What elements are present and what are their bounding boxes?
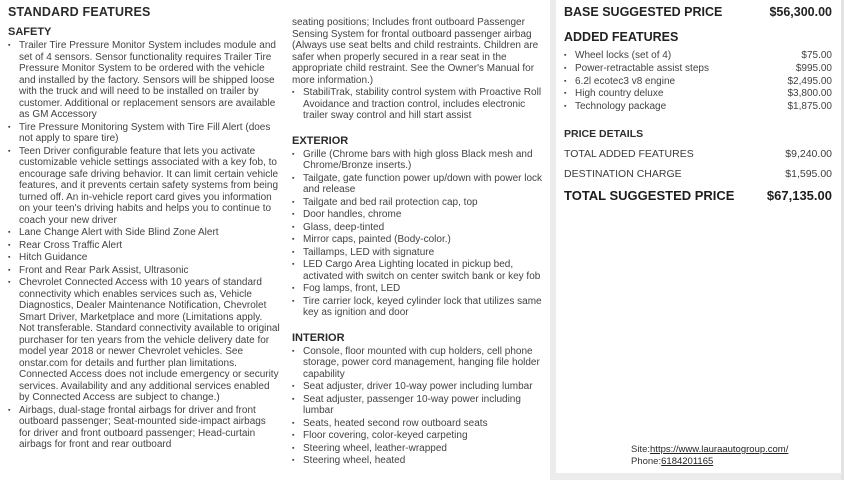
safety-list <box>8 40 280 451</box>
feature-item: ▪ Tailgate and bed rail protection cap, top <box>292 197 550 209</box>
feature-item: ▪ Console, floor mounted with cup holders, cell phone storage, power cord management, hanging file holder capability <box>292 346 550 381</box>
feature-item: ▪ Door handles, chrome <box>292 209 550 221</box>
phone-line <box>631 456 788 468</box>
phone-label: Phone: <box>631 455 662 467</box>
safety-list-continued <box>292 87 550 122</box>
feature-item: ▪ Hitch Guidance <box>8 252 280 264</box>
features-column-2 <box>292 0 550 468</box>
total-price-value: $67,135.00 <box>766 187 832 203</box>
airbags-continuation-text: seating positions; Includes front outboard Passenger Sensing System for frontal outboard passenger airbag (Always use seat belts and child restraints. Children are safer when properly secured in a rear seat in the appropriate child restraint. See the Owner's Manual for more information.) <box>292 17 539 86</box>
feature-item: ▪ Chevrolet Connected Access with 10 years of standard connectivity which enables services such as, Vehicle Diagnostics, Dealer Maintenance Notification, Chevrolet Smart Driver, Marketplace and more (Limitations apply. Not transferable. Standard connectivity available to original purchaser for ten years from the vehicle delivery date for model year 2018 or newer Chevrolet vehicles. See onstar.com for details and further plan limitations. Connected Access does not include emergency or security services. Availability and any additional services enabled by Connected Access are subject to change.) <box>8 277 280 404</box>
feature-item: ▪ Mirror caps, painted (Body-color.) <box>292 234 550 246</box>
added-feature-price: $3,800.00 <box>787 88 832 100</box>
feature-item: ▪ Rear Cross Traffic Alert <box>8 240 280 252</box>
added-feature-row <box>564 101 832 114</box>
standard-features-title: STANDARD FEATURES <box>8 5 151 19</box>
total-price-label: TOTAL SUGGESTED PRICE <box>564 187 735 203</box>
added-feature-price: $1,875.00 <box>787 101 832 113</box>
site-link[interactable]: https://www.lauraautogroup.com/ <box>650 444 789 455</box>
price-detail-row <box>564 148 832 160</box>
added-feature-label: ▪ 6.2l ecotec3 v8 engine <box>575 75 676 87</box>
feature-item: ▪ Glass, deep-tinted <box>292 222 550 234</box>
feature-item: ▪ Tailgate, gate function power up/down with power lock and release <box>292 173 550 196</box>
added-feature-row <box>564 50 832 63</box>
dealer-footer <box>631 444 788 467</box>
added-feature-label: ▪ Technology package <box>575 101 667 113</box>
added-feature-row <box>564 63 832 76</box>
feature-item: ▪ Steering wheel, leather-wrapped <box>292 443 550 455</box>
feature-item: ▪ Seats, heated second row outboard seats <box>292 418 550 430</box>
exterior-section <box>292 135 550 319</box>
site-label: Site: <box>631 444 651 455</box>
pricing-panel <box>556 0 841 473</box>
exterior-heading: EXTERIOR <box>292 134 349 147</box>
price-detail-value: $1,595.00 <box>785 167 832 180</box>
added-feature-price: $995.00 <box>795 62 832 74</box>
added-feature-label: ▪ High country deluxe <box>575 88 664 100</box>
base-price-row <box>564 5 832 19</box>
feature-item: ▪ Lane Change Alert with Side Blind Zone Alert <box>8 227 280 239</box>
base-price-label: BASE SUGGESTED PRICE <box>564 5 723 19</box>
added-feature-price: $2,495.00 <box>787 75 832 87</box>
features-column-1 <box>8 0 280 452</box>
feature-item: ▪ Tire Pressure Monitoring System with Tire Fill Alert (does not apply to spare tire) <box>8 122 280 145</box>
feature-item: ▪ Taillamps, LED with signature <box>292 247 550 259</box>
added-feature-row <box>564 88 832 101</box>
phone-link[interactable]: 6184201165 <box>661 455 714 467</box>
price-detail-row <box>564 168 832 180</box>
price-details-heading: PRICE DETAILS <box>564 127 644 140</box>
feature-item: ▪ Trailer Tire Pressure Monitor System includes module and set of 4 sensors. Sensor functionality requires Trailer Tire Pressure Monitor System to be ordered with the vehicle and installed by the factory. Sensors will be shipped loose with the truck and will need to be installed on trailer by customer. Additional or replacement sensors are available as GM Accessory <box>8 40 280 121</box>
safety-heading: SAFETY <box>8 26 52 38</box>
added-features-heading: ADDED FEATURES <box>564 30 679 44</box>
feature-item: ▪ Airbags, dual-stage frontal airbags for driver and front outboard passenger; Seat-mounted side-impact airbags for driver and front outboard passenger; Head-curtain airbags for front and rear outboard <box>8 405 280 451</box>
price-details-rows <box>564 148 832 180</box>
price-detail-value: $9,240.00 <box>785 147 832 160</box>
feature-item: ▪ StabiliTrak, stability control system with Proactive Roll Avoidance and traction control, includes electronic trailer sway control and hill start assist <box>292 87 550 122</box>
added-feature-label: ▪ Power-retractable assist steps <box>575 62 709 74</box>
feature-item: ▪ Teen Driver configurable feature that lets you activate customizable vehicle settings associated with a key fob, to encourage safe driving behavior. It can limit certain vehicle features, and it prevents certain safety systems from being turned off. An in-vehicle report card gives you information on your teen's driving habits and helps you to continue to coach your new driver <box>8 146 280 227</box>
feature-item: ▪ Grille (Chrome bars with high gloss Black mesh and Chrome/Bronze inserts.) <box>292 149 550 172</box>
feature-item: ▪ Front and Rear Park Assist, Ultrasonic <box>8 265 280 277</box>
price-detail-label: TOTAL ADDED FEATURES <box>564 147 694 160</box>
feature-item: ▪ Fog lamps, front, LED <box>292 283 550 295</box>
interior-list <box>292 346 550 467</box>
interior-section <box>292 332 550 467</box>
feature-item: ▪ Seat adjuster, driver 10-way power including lumbar <box>292 381 550 393</box>
feature-item: ▪ Steering wheel, heated <box>292 455 550 467</box>
added-feature-label: ▪ Wheel locks (set of 4) <box>575 50 672 61</box>
feature-item: ▪ LED Cargo Area Lighting located in pickup bed, activated with switch on center switch bank or key fob <box>292 259 550 282</box>
safety-section <box>8 26 280 451</box>
exterior-list <box>292 149 550 319</box>
added-feature-row <box>564 76 832 89</box>
site-line <box>631 444 788 456</box>
interior-heading: INTERIOR <box>292 331 345 344</box>
base-price-value: $56,300.00 <box>769 5 832 19</box>
total-price-row <box>564 188 832 203</box>
added-feature-price: $75.00 <box>801 50 832 61</box>
price-detail-label: DESTINATION CHARGE <box>564 167 682 180</box>
feature-item: ▪ Seat adjuster, passenger 10-way power including lumbar <box>292 394 550 417</box>
feature-item: ▪ Tire carrier lock, keyed cylinder lock that utilizes same key as ignition and door <box>292 296 550 319</box>
added-features-list <box>564 50 832 114</box>
feature-item: ▪ Floor covering, color-keyed carpeting <box>292 430 550 442</box>
